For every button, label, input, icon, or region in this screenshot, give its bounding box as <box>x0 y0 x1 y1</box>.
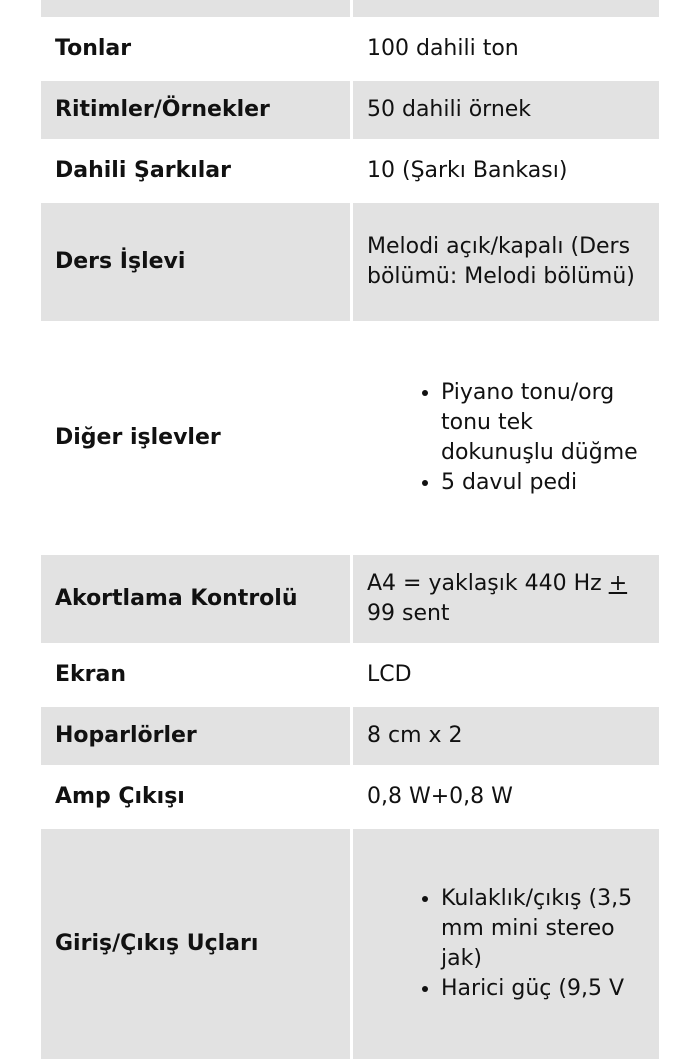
spec-label: Diğer işlevler <box>41 324 350 552</box>
table-row-hoparlorler <box>41 707 659 765</box>
spec-label: Giriş/Çıkış Uçları <box>41 829 350 1059</box>
list-item: • Piyano tonu/org tonu tek dokunuşlu düğme <box>441 378 645 468</box>
bullet-list <box>367 378 645 498</box>
table-row-partial <box>41 0 659 17</box>
spec-value: 100 dahili ton <box>353 20 659 78</box>
spec-table <box>38 0 662 1062</box>
list-item: • 5 davul pedi <box>441 468 645 498</box>
spec-table-container <box>38 0 662 1062</box>
spec-label: Ritimler/Örnekler <box>41 81 350 139</box>
spec-label: Akortlama Kontrolü <box>41 555 350 643</box>
table-row-akortlama <box>41 555 659 643</box>
spec-label: Amp Çıkışı <box>41 768 350 826</box>
spec-value-list-cell <box>353 324 659 552</box>
spec-value-list-cell <box>353 829 659 1059</box>
table-row-ders-islevi <box>41 203 659 321</box>
spec-value-text: 99 sent <box>367 601 450 626</box>
spec-value: 10 (Şarkı Bankası) <box>353 142 659 200</box>
spec-value <box>353 555 659 643</box>
list-item: • Harici güç (9,5 V <box>441 974 645 1004</box>
spec-value: Melodi açık/kapalı (Ders bölümü: Melodi bölümü) <box>353 203 659 321</box>
table-row-dahili-sarkilar <box>41 142 659 200</box>
spec-label: Hoparlörler <box>41 707 350 765</box>
spec-label: Ders İşlevi <box>41 203 350 321</box>
plus-minus-symbol: + <box>608 571 628 596</box>
table-row-tonlar <box>41 20 659 78</box>
bullet-list <box>367 884 645 1004</box>
spec-label: Tonlar <box>41 20 350 78</box>
table-row-diger-islevler <box>41 324 659 552</box>
spec-value: 0,8 W+0,8 W <box>353 768 659 826</box>
spec-value-text: A4 = yaklaşık 440 Hz <box>367 571 609 596</box>
spec-value: 8 cm x 2 <box>353 707 659 765</box>
list-item: • Kulaklık/çıkış (3,5 mm mini stereo jak) <box>441 884 645 974</box>
table-row-amp-cikisi <box>41 768 659 826</box>
table-row-ritimler <box>41 81 659 139</box>
spec-label: Ekran <box>41 646 350 704</box>
spec-value: LCD <box>353 646 659 704</box>
spec-label: Dahili Şarkılar <box>41 142 350 200</box>
table-row-giris-cikis <box>41 829 659 1059</box>
spec-value: 50 dahili örnek <box>353 81 659 139</box>
table-row-ekran <box>41 646 659 704</box>
